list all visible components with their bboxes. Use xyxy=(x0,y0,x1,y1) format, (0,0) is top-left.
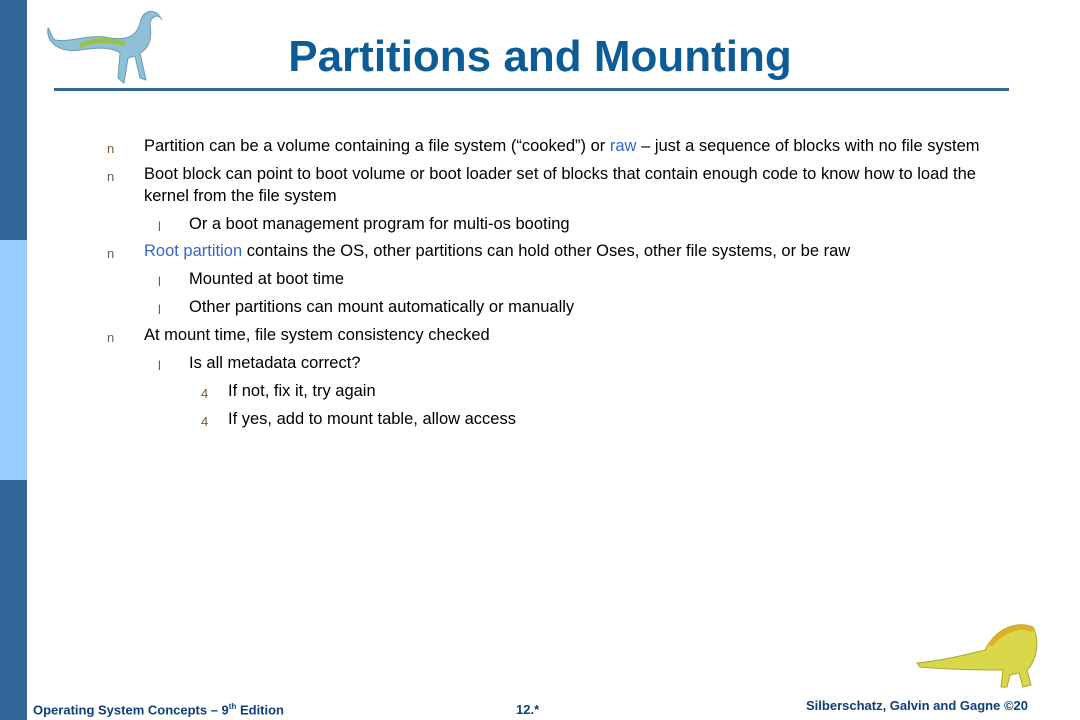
text: Partition can be a volume containing a file system (“cooked”) or xyxy=(144,137,610,155)
sub-bullet-metadata: Is all metadata correct? xyxy=(189,354,361,372)
bullet-marker: n xyxy=(107,169,115,184)
bullet-marker: 4 xyxy=(201,386,209,401)
page-title: Partitions and Mounting xyxy=(288,32,792,81)
bullet-marker: n xyxy=(107,330,115,345)
bullet-mount-time: At mount time, file system consistency checked xyxy=(144,326,490,344)
bullet-partition xyxy=(144,137,980,156)
bullet-boot-block-line1: Boot block can point to boot volume or boot loader set of blocks that contain enough code to know how to load the xyxy=(144,165,976,183)
bullet-marker: l xyxy=(158,358,161,373)
bullet-marker: 4 xyxy=(201,414,209,429)
sub-sub-bullet-fix: If not, fix it, try again xyxy=(228,382,376,400)
sub-bullet-boot-management: Or a boot management program for multi-os booting xyxy=(189,215,570,233)
highlight-root-partition: Root partition xyxy=(144,242,243,260)
bullet-marker: n xyxy=(107,246,115,261)
sub-bullet-mounted-boot: Mounted at boot time xyxy=(189,270,345,288)
footer-authors: Silberschatz, Galvin and Gagne ©20 xyxy=(806,698,1028,713)
text: Edition xyxy=(236,702,285,718)
bullet-boot-block-line2: kernel from the file system xyxy=(144,187,337,205)
highlight-raw: raw xyxy=(609,137,637,155)
text: contains the OS, other partitions can hold other Oses, other file systems, or be raw xyxy=(242,242,851,260)
sub-bullet-other-partitions: Other partitions can mount automatically or manually xyxy=(189,298,575,316)
title-divider xyxy=(54,88,1009,91)
bullet-marker: l xyxy=(158,274,161,289)
dinosaur-footer-icon xyxy=(915,615,1045,690)
sidebar-highlight xyxy=(0,240,27,480)
bullet-marker: l xyxy=(158,302,161,317)
bullet-marker: n xyxy=(107,141,115,156)
text: – just a sequence of blocks with no file system xyxy=(636,137,980,155)
sub-sub-bullet-add: If yes, add to mount table, allow access xyxy=(228,410,516,428)
footer-book-title xyxy=(33,702,284,717)
bullet-root-partition xyxy=(144,242,850,261)
text: th xyxy=(228,702,237,711)
bullet-marker: l xyxy=(158,219,161,234)
text: Operating System Concepts – 9 xyxy=(33,702,229,718)
footer-slide-number: 12.* xyxy=(516,702,540,717)
